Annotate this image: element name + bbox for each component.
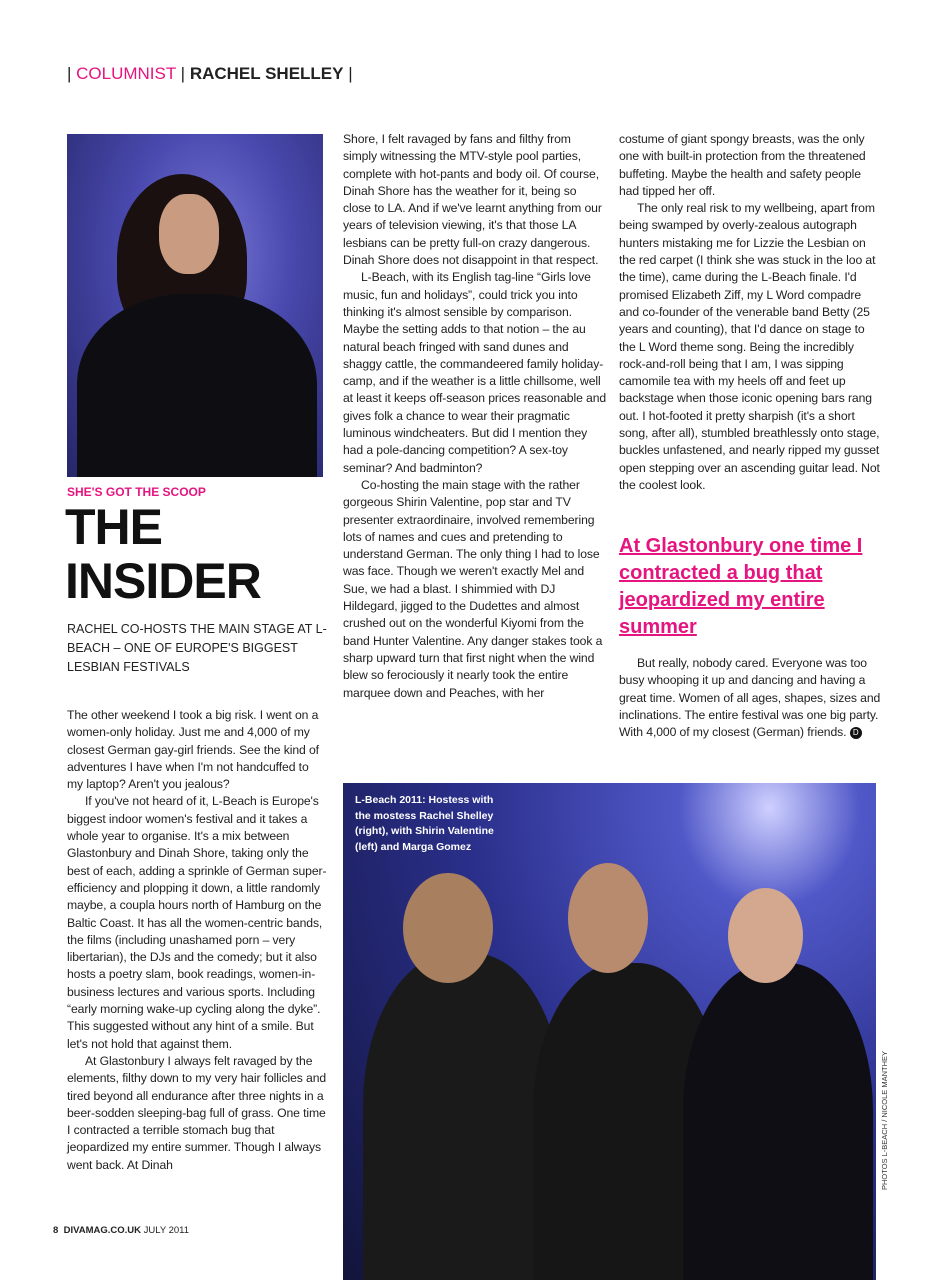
title-line: INSIDER	[65, 553, 261, 609]
title-line: THE	[65, 499, 162, 555]
author-photo	[67, 134, 323, 477]
paragraph: The only real risk to my wellbeing, apart from being swamped by overly-zealous autograph hunters mistaking me for Lizzie the Lesbian on the red carpet (I think she was stuck in the loo at the time), came during the L-Beach finale. I'd promised Elizabeth Ziff, my L Word compadre and co-founder of the venerable band Betty (25 years and counting), that I'd dance on stage to the L Word theme song. Being the incredibly rock-and-roll being that I am, I was sipping camomile tea with my heels off and feet up backstage when those iconic opening bars rang out. I hot-footed it pretty sharpish (it's a short song, after all), stumbled breathlessly onto stage, buckles unfastened, and nearly ripped my gusset open stepping over an ascending guitar lead. Not the coolest look.	[619, 201, 880, 492]
paragraph: If you've not heard of it, L-Beach is Europe's biggest indoor women's festival and it takes a whole year to organise. It's a mix between Glastonbury and Dinah Shore, taking only the best of each, adding a sprinkle of German super-efficiency and plopping it down, a little randomly maybe, a coupla hours north of Hamburg on the Baltic Coast. It has all the women-centric bands, the films (including unashamed porn – very libertarian), the DJs and the comedy; but it also hosts a poetry slam, book readings, women-in-business lectures and various sports. Including “early morning wake-up cycling along the dyke”. This suggested without any hint of a smile. But let's not hold that against them.	[67, 794, 327, 1051]
standfirst: RACHEL CO-HOSTS THE MAIN STAGE AT L-BEACH – ONE OF EUROPE'S BIGGEST LESBIAN FESTIVALS	[67, 622, 327, 674]
body-column-1	[67, 707, 327, 1174]
paragraph	[619, 655, 883, 741]
photo-shape	[568, 863, 648, 973]
section-header: | COLUMNIST | RACHEL SHELLEY |	[67, 64, 353, 83]
pull-quote: At Glastonbury one time I contracted a bug that jeopardized my entire summer	[619, 535, 863, 638]
paragraph: costume of giant spongy breasts, was the only one with built-in protection from the threatened buffeting. Maybe the health and safety people had tipped her off.	[619, 132, 866, 198]
paragraph: The other weekend I took a big risk. I went on a women-only holiday. Just me and 4,000 of my closest German gay-girl friends. See the kind of adventures I have when I'm not handcuffed to my laptop? Aren't you jealous?	[67, 708, 319, 792]
photo-shape	[683, 963, 873, 1280]
paragraph: At Glastonbury I always felt ravaged by the elements, filthy down to my very hair follicles and tired beyond all endurance after three nights in a beer-sodden sleeping-bag full of grass. One time I contracted a terrible stomach bug that jeopardized my entire summer. Though I always went back. At Dinah	[67, 1053, 327, 1172]
event-photo	[343, 783, 876, 1280]
site-name: DIVAMAG.CO.UK	[63, 1225, 141, 1236]
issue-date: JULY 2011	[143, 1225, 190, 1236]
page-footer	[53, 1225, 189, 1236]
body-column-2	[343, 131, 607, 702]
photo-shape	[159, 194, 219, 274]
page-number: 8	[53, 1225, 59, 1236]
paragraph: Shore, I felt ravaged by fans and filthy from simply witnessing the MTV-style pool parties, complete with hot-pants and body oil. Of course, Dinah Shore has the weather for it, being so close to LA. And if we've learnt anything from our years of television viewing, it's that those LA lesbians can be pretty full-on crazy dangerous. Dinah Shore does not disappoint in that respect.	[343, 132, 602, 268]
photo-credit: PHOTOS L-BEACH / NICOLE MANTHEY	[880, 1050, 889, 1190]
body-column-3	[619, 131, 883, 494]
paragraph-text: But really, nobody cared. Everyone was too busy whooping it up and dancing and having a great time. Women of all ages, shapes, sizes and inclinations. The entire festival was one big party. With 4,000 of my closest (German) friends.	[619, 656, 881, 740]
photo-shape	[77, 294, 317, 477]
article-title	[65, 500, 335, 608]
photo-caption: L-Beach 2011: Hostess with the mostess Rachel Shelley (right), with Shirin Valentine (left) and Marga Gomez	[355, 794, 494, 853]
kicker: SHE'S GOT THE SCOOP	[67, 485, 206, 499]
end-mark-icon: D	[850, 727, 862, 739]
paragraph: L-Beach, with its English tag-line “Girls love music, fun and holidays”, could trick you into thinking it's almost sensible by comparison. Maybe the setting adds to that notion – the au natural beach fringed with sand dunes and shaggy cattle, the commandeered family holiday-camp, and if the weather is a little chillsome, well at least it keeps off-season prices reasonable and gives folk a chance to wear their pragmatic luminous windcheaters. But did I mention they had a pole-dancing competition? A sex-toy seminar? And badminton?	[343, 270, 607, 475]
author-name: RACHEL SHELLEY	[189, 64, 344, 83]
section-label: COLUMNIST	[76, 64, 176, 83]
paragraph: Co-hosting the main stage with the rather gorgeous Shirin Valentine, pop star and TV presenter extraordinaire, involved remembering lots of names and cues and pretending to understand German. The only thing I had to lose was face. Though we weren't exactly Mel and Sue, we had a blast. I shimmied with DJ Hildegard, jigged to the Dudettes and almost crushed out on the wonderful Kiyomi from the band Hunter Valentine. Any danger stakes took a sharp upward turn that first night when the wind blew so ferociously it nearly took the entire marquee down and Peaches, with her	[343, 477, 603, 700]
body-column-3-end	[619, 655, 883, 741]
photo-shape	[728, 888, 803, 983]
photo-shape	[403, 873, 493, 983]
